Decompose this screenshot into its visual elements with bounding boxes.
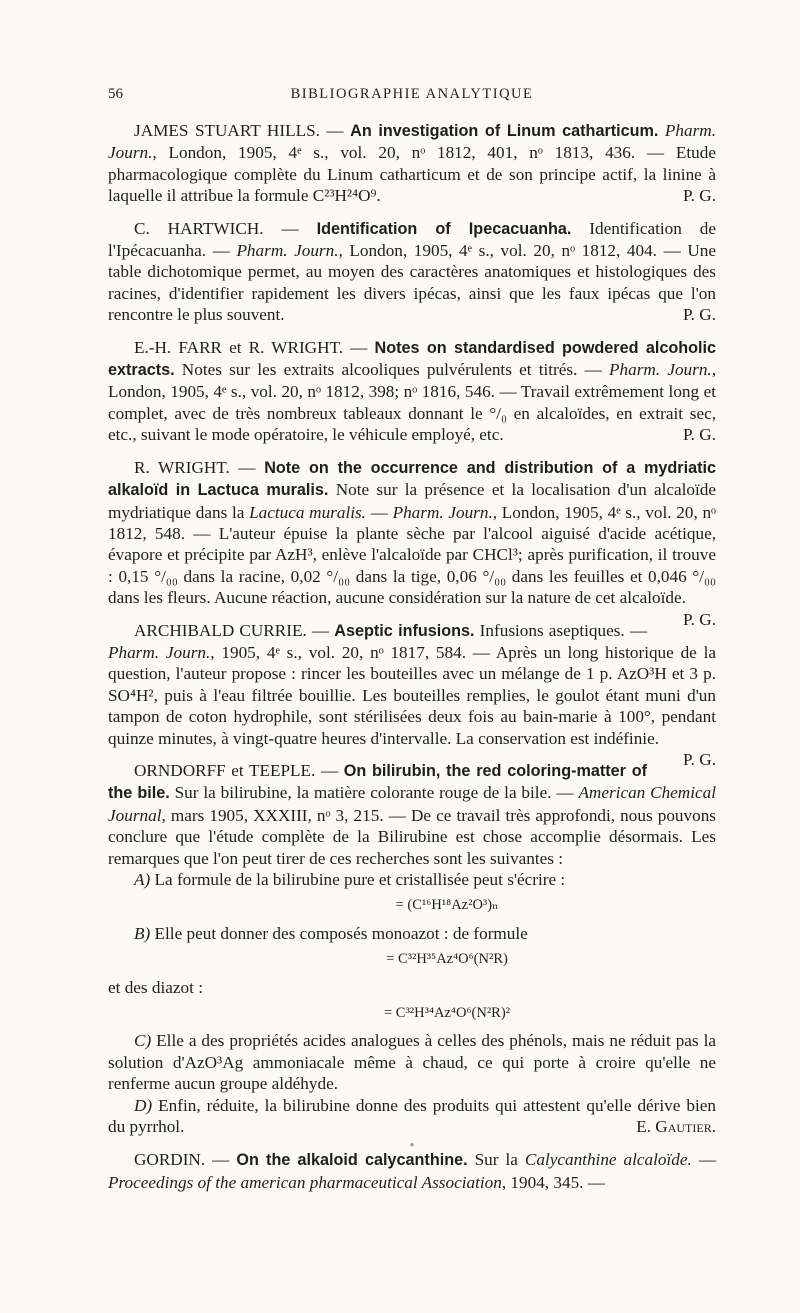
separator-dot: ● [409,1140,415,1150]
text-run: , London, 1905, 4ᵉ s., vol. 20, nᵒ 1812, 398; nᵒ 1816, 546. — Travail extrêmement long et complet, avec de très nombreux tableaux donnant le °/₀ en alcaloïdes, en extrait sec, etc., suivant le mode opératoire, le véhicule employé, etc. [108,360,717,445]
signature-initial: E. [636,1117,651,1137]
text-run: Note sur la présence et la localisation d'un alcaloïde mydriatique dans la [108,480,716,522]
entry-dash: — [263,218,317,238]
italic-citation: American Chemical Journal [108,783,716,825]
text-run: Infusions aseptiques. — [474,620,648,640]
item-text: Enfin, réduite, la bilirubine donne des produits qui attestent qu'elle dérive bien du pyrrhol. [108,1095,716,1137]
entry-signature [600,1116,716,1137]
entry-title: On bilirubin, the red coloring-matter of the bile. [108,761,648,803]
italic-citation: Calycanthine alcaloïde. [524,1150,692,1170]
entry-title: Notes on standardised powdered alcoholic extracts. [108,338,717,380]
item-letter: A) [134,870,151,889]
entry-title: Note on the occurrence and distribution of a mydriatic alkaloïd in Lactuca muralis. [108,458,716,500]
item-b [108,923,716,944]
italic-citation: Pharm. Journ. [108,642,211,662]
item-text: La formule de la bilirubine pure et cristallisée peut s'écrire : [150,870,566,889]
entry-title: Aseptic infusions. [334,621,475,640]
text-run: — [365,502,393,522]
italic-citation: Pharm. Journ. [236,241,339,261]
italic-citation: Proceedings of the american pharmaceutical Association [108,1172,502,1192]
diazot-line: et des diazot : [108,977,203,997]
entry-bilirubin [108,760,716,869]
entry-dash: — [205,1150,237,1170]
text-run: Sur la bilirubine, la matière colorante rouge de la bile. — [169,783,579,803]
text-run: , 1905, 4ᵉ s., vol. 20, nᵒ 1817, 584. — Après un long historique de la question, l'auteur propose : rincer les bouteilles avec un mélange de 1 p. AzO³H et 3 p. SO⁴H², puis à l'eau filtrée bouillie. Les bouteilles remplies, le goulot étant muni d'un tampon de coton hydrophile, sont stérilisées deux fois au bain-marie à 100°, pendant quinze minutes, à vingt-quatre heures d'intervalle. La conservation est indéfinie. [108,642,717,748]
text-run: , London, 1905, 4ᵉ s., vol. 20, nᵒ 1812, 401, nᵒ 1813, 436. — Etude pharmacologique complète du Linum catharticum et de son principe actif, la linine à laquelle il attribue la formule C²³H²⁴O⁹. [108,143,716,206]
italic-citation: Lactuca muralis. [249,502,366,522]
entry-author: E.-H. FARR et R. WRIGHT. [134,337,344,357]
entry-body [108,360,716,444]
entry-author: JAMES STUART HILLS. [134,121,320,140]
italic-citation: Pharm. Journ. [609,360,712,380]
entry-signature: P. G. [683,305,716,325]
entries-list [108,120,717,769]
running-header [108,86,716,106]
entry-dash: — [229,457,265,477]
italic-citation: Pharm. Journ. [392,502,493,522]
text-run: Identification de l'Ipécacuanha. — [108,218,717,261]
entry-signature: P. G. [683,749,716,769]
entry-dash: — [319,121,351,140]
entry [108,218,716,326]
item-text: Elle peut donner des composés monoazot : de formule [150,923,528,943]
entry-author: C. HARTWICH. [134,218,264,238]
formula-c: = C³²H³⁴Az⁴O⁶(N²R)² [383,1005,511,1022]
text-run: , mars 1905, XXXIII, nᵒ 3, 215. — De ce travail très approfondi, nous pouvons conclure que l'étude complète de la Bilirubine est chose accomplie désormais. Les remarques que l'on peut tirer de ces recherches sont les suivantes : [108,805,716,868]
text-run: Notes sur les extraits alcooliques pulvérulents et titrés. — [174,360,610,380]
entry-gordin [108,1149,716,1193]
entry [108,457,716,629]
item-d [108,1095,716,1138]
entry-dash: — [343,337,375,357]
text-run: Sur la [467,1150,525,1170]
item-text: Elle a des propriétés acides analogues à celles des phénols, mais ne réduit pas la solution d'AzO³Ag ammoniacale même à chaud, ce qui porte à croire qu'elle ne renferme aucun groupe aldéhyde. [108,1031,716,1094]
entry-author: GORDIN. [134,1150,206,1170]
signature-name: Gautier. [655,1117,716,1137]
entry-dash: — [306,620,335,640]
entry-dash: — [315,760,344,780]
item-a [108,869,716,890]
entry [108,620,717,769]
text-run: , London, 1905, 4ᵉ s., vol. 20, nᵒ 1812, 548. — L'auteur épuise la plante sèche par l'alcool aiguisé d'acide acétique, évapore et précipite par AzH³, enlève l'alcaloïde par CHCl³; après purification, il trouve : 0,15 °/₀₀ dans la racine, 0,02 °/₀₀ dans la tige, 0,06 °/₀₀ dans les feuilles et 0,046 °/₀₀ dans les fleurs. Aucune réaction, aucune considération sur la nature de cet alcaloïde. [108,502,716,608]
entry-body [108,480,716,607]
text-column [108,120,716,1204]
item-letter: D) [134,1095,153,1115]
entry-body [108,783,716,867]
item-letter: C) [134,1031,152,1051]
entry [108,337,716,446]
entry-signature: P. G. [683,425,716,445]
entry-title: On the alkaloid calycanthine. [236,1151,468,1170]
page-number: 56 [108,86,123,102]
item-letter: B) [134,923,151,943]
entry-title: An investigation of Linum catharticum. [350,122,659,140]
entry [108,120,716,207]
item-c [108,1030,716,1094]
italic-citation: Pharm. Journ. [108,121,717,163]
entry-author: ARCHIBALD CURRIE. [134,620,307,640]
entry-title: Identification of Ipecacuanha. [316,219,572,238]
text-run: , London, 1905, 4ᵉ s., vol. 20, nᵒ 1812, 404. — Une table dichotomique permet, au moyen des caractères anatomiques et histologiques des racines, d'identifier rapidement les divers ipécas, ainsi que les faux ipécas que l'on rencontre le plus souvent. [108,241,717,325]
entry-signature: P. G. [683,186,716,206]
entry-author: ORNDORFF et TEEPLE. [134,760,316,780]
entry-author: R. WRIGHT. [134,457,230,477]
entry-signature: P. G. [683,609,716,629]
text-run: , 1904, 345. — [501,1172,605,1192]
formula-b: = C³²H³⁵Az⁴O⁶(N²R) [386,951,508,968]
text-run: — [691,1150,717,1170]
formula-a: = (C¹⁶H¹⁸Az²O³)ₙ [395,897,499,914]
running-title: BIBLIOGRAPHIE ANALYTIQUE [290,86,534,102]
